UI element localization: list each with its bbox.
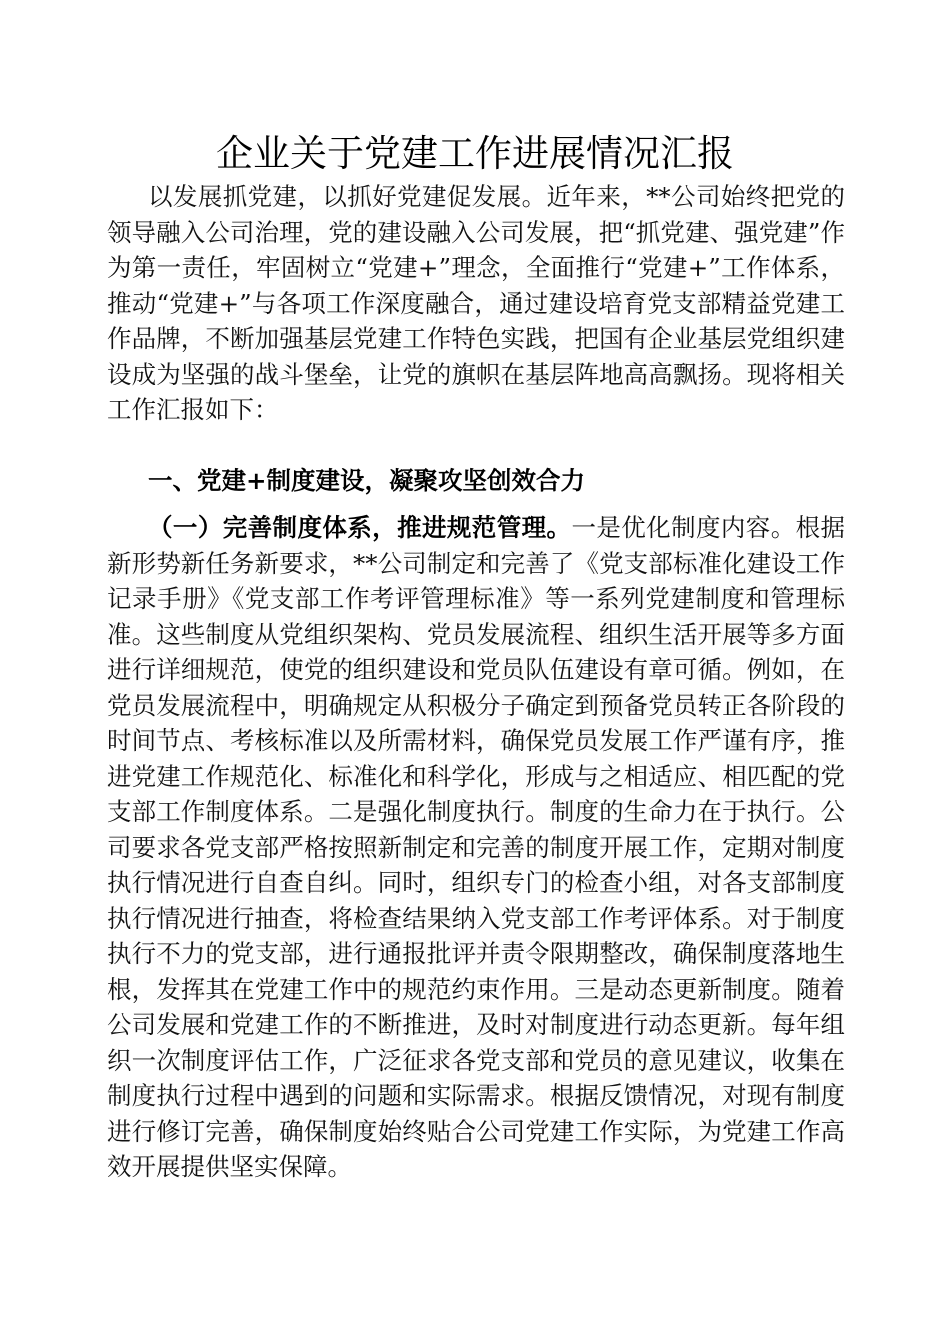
section-heading: 一、党建+制度建设，凝聚攻坚创效合力 xyxy=(148,466,586,495)
subsection-paragraph xyxy=(107,510,845,1185)
subsection-heading: （一）完善制度体系，推进规范管理。 xyxy=(148,513,572,542)
subsection-body: 一是优化制度内容。根据新形势新任务新要求，**公司制定和完善了《党支部标准化建设工作记录手册》《党支部工作考评管理标准》等一系列党建制度和管理标准。这些制度从党组织架构、党员发展流程、组织生活开展等多方面进行详细规范，使党的组织建设和党员队伍建设有章可循。例如，在党员发展流程中，明确规定从积极分子确定到预备党员转正各阶段的时间节点、考核标准以及所需材料，确保党员发展工作严谨有序，推进党建工作规范化、标准化和科学化，形成与之相适应、相匹配的党支部工作制度体系。二是强化制度执行。制度的生命力在于执行。公司要求各党支部严格按照新制定和完善的制度开展工作，定期对制度执行情况进行自查自纠。同时，组织专门的检查小组，对各支部制度执行情况进行抽查，将检查结果纳入党支部工作考评体系。对于制度执行不力的党支部，进行通报批评并责令限期整改，确保制度落地生根，发挥其在党建工作中的规范约束作用。三是动态更新制度。随着公司发展和党建工作的不断推进，及时对制度进行动态更新。每年组织一次制度评估工作，广泛征求各党支部和党员的意见建议，收集在制度执行过程中遇到的问题和实际需求。根据反馈情况，对现有制度进行修订完善，确保制度始终贴合公司党建工作实际，为党建工作高效开展提供坚实保障。 xyxy=(107,513,846,1181)
document-title: 企业关于党建工作进展情况汇报 xyxy=(216,132,734,175)
intro-paragraph: 以发展抓党建，以抓好党建促发展。近年来，**公司始终把党的领导融入公司治理，党的建设融入公司发展，把“抓党建、强党建”作为第一责任，牢固树立“党建+”理念，全面推行“党建+”工作体系，推动“党建+”与各项工作深度融合，通过建设培育党支部精益党建工作品牌，不断加强基层党建工作特色实践，把国有企业基层党组织建设成为坚强的战斗堡垒，让党的旗帜在基层阵地高高飘扬。现将相关工作汇报如下： xyxy=(107,182,845,424)
